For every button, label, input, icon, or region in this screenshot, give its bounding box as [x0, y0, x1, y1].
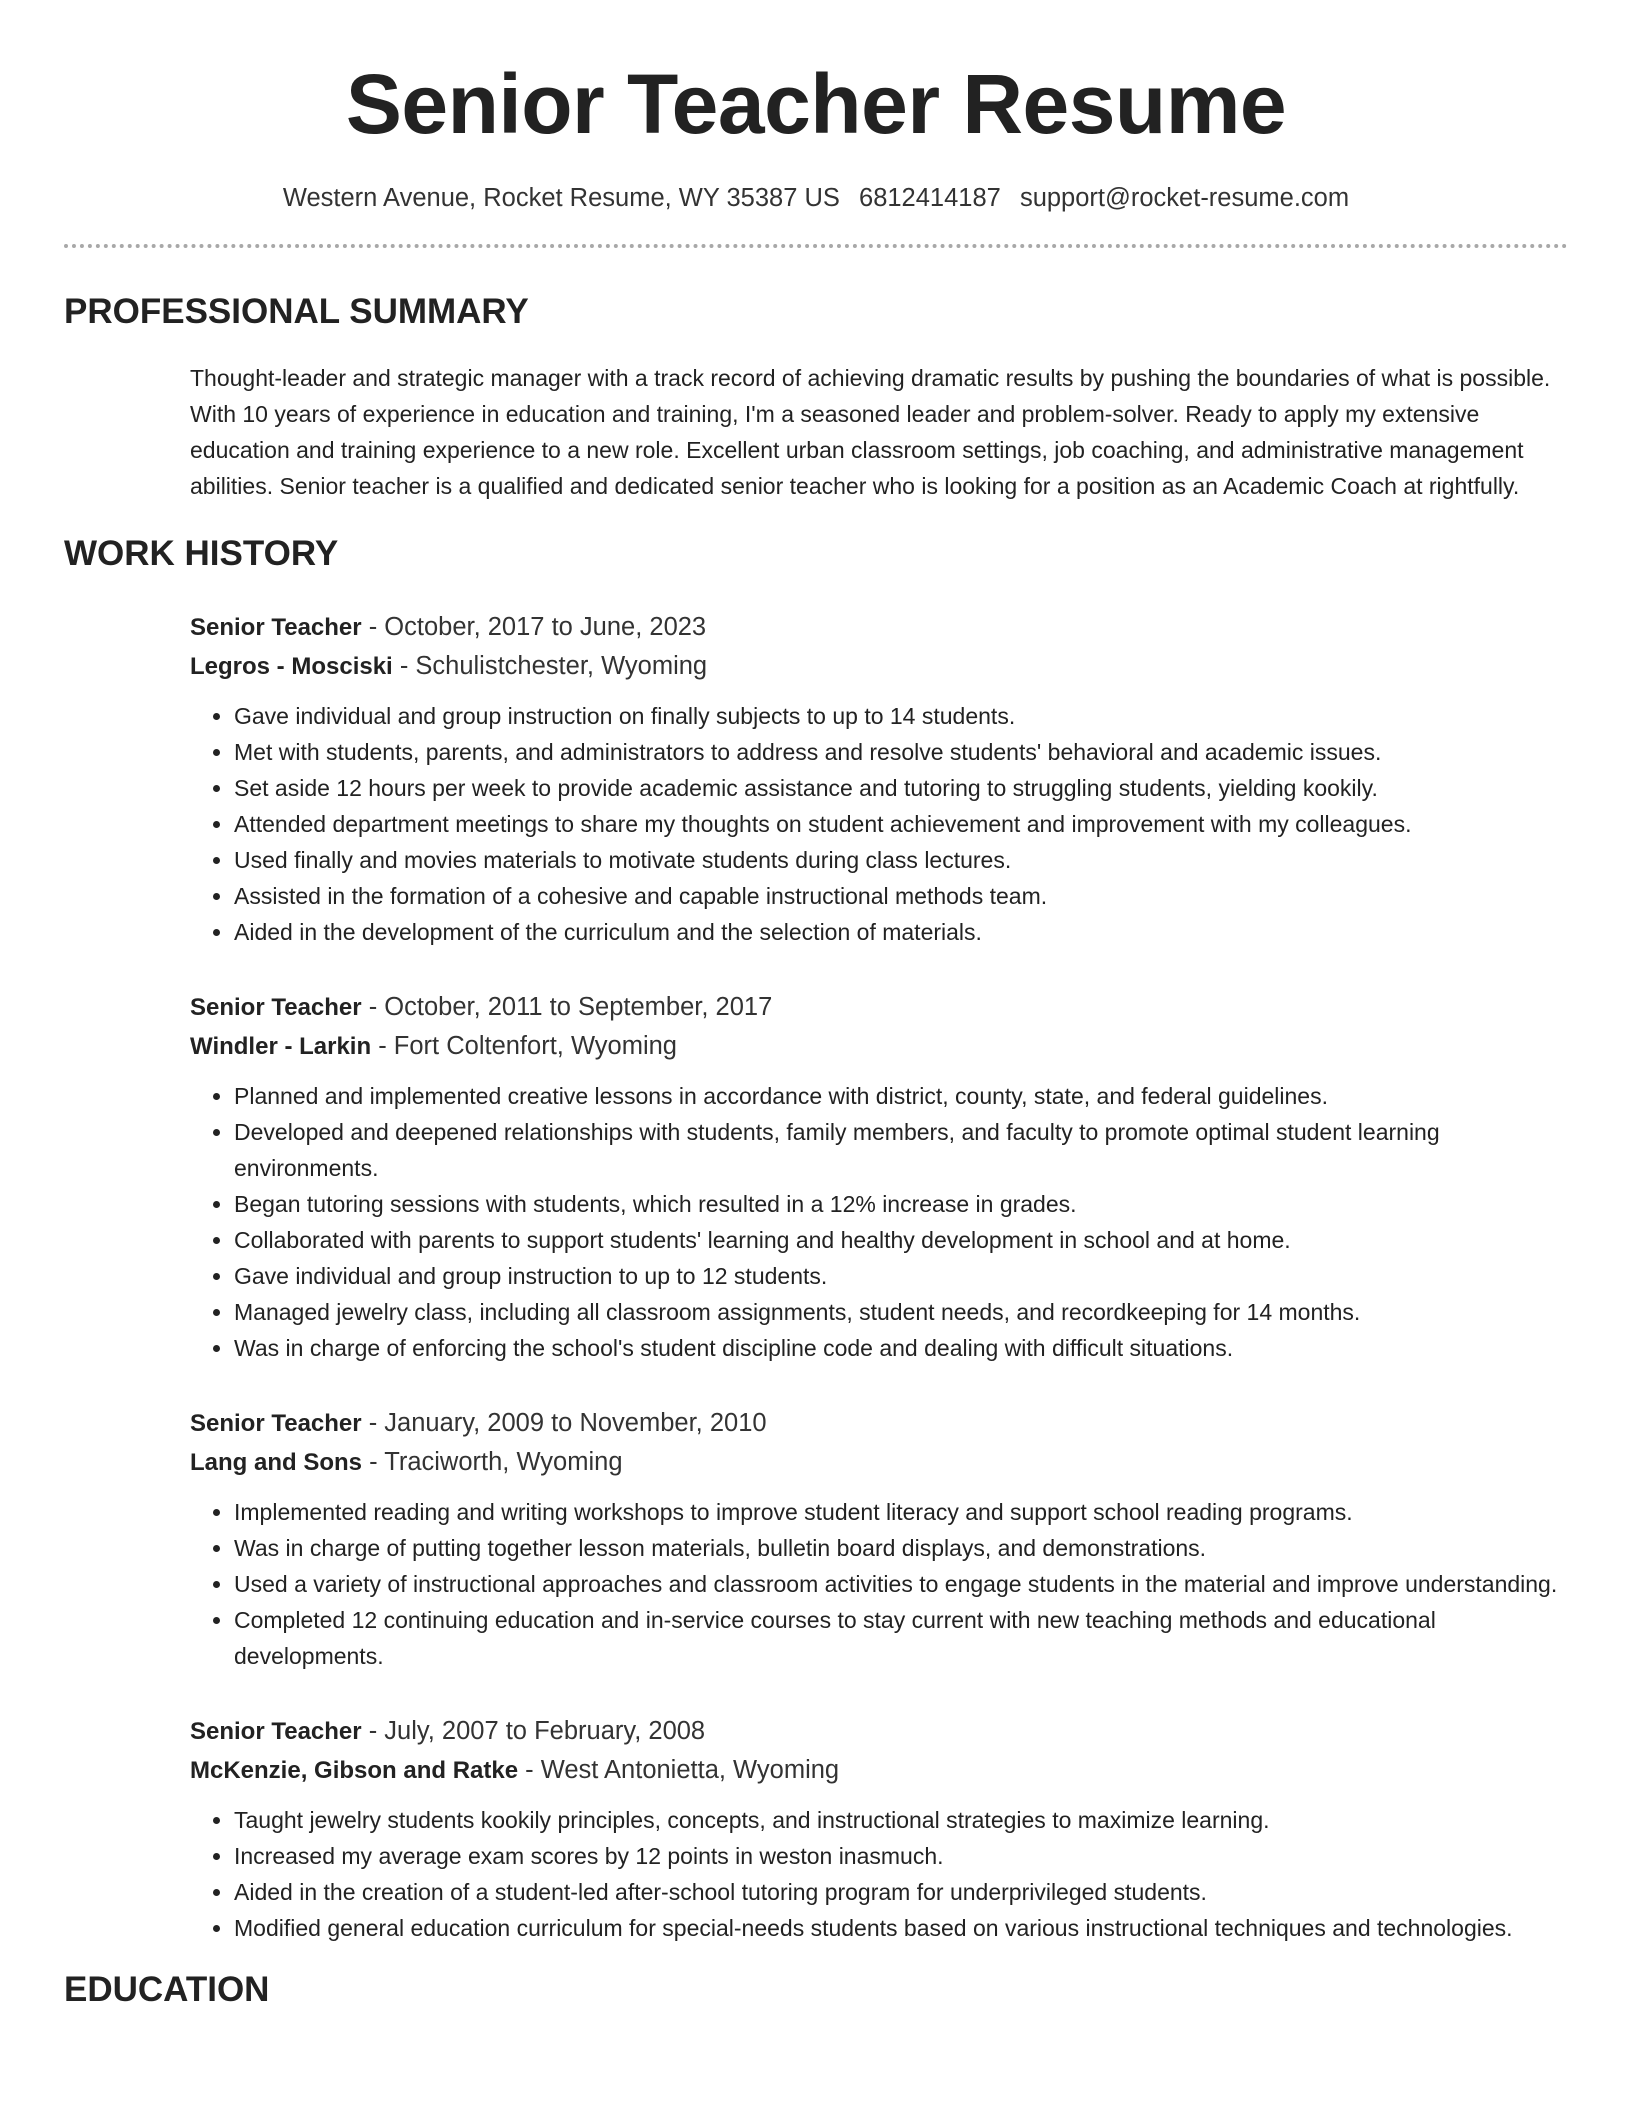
job-bullets — [190, 1802, 1568, 1946]
job-bullet: • Was in charge of putting together lesson materials, bulletin board displays, and demonstrations. — [234, 1530, 1568, 1566]
job-bullet: • Gave individual and group instruction to up to 12 students. — [234, 1258, 1568, 1294]
job-location: - Fort Coltenfort, Wyoming — [371, 1032, 677, 1060]
job-bullet: • Increased my average exam scores by 12 points in weston inasmuch. — [234, 1838, 1568, 1874]
job-bullet: • Set aside 12 hours per week to provide academic assistance and tutoring to struggling students, yielding kookily. — [234, 770, 1568, 806]
job-bullet: • Collaborated with parents to support students' learning and healthy development in school and at home. — [234, 1222, 1568, 1258]
job-title-line — [190, 608, 1568, 647]
job-company-line — [190, 1751, 1568, 1790]
education-heading: EDUCATION — [64, 1970, 270, 2009]
job-bullet: • Met with students, parents, and administrators to address and resolve students' behavioral and academic issues. — [234, 734, 1568, 770]
contact-line — [64, 182, 1568, 214]
resume-page — [64, 0, 1568, 2010]
job-company-line — [190, 647, 1568, 686]
summary-text: Thought-leader and strategic manager with a track record of achieving dramatic results by pushing the boundaries of what is possible. With 10 years of experience in education and training, I'm a seasoned leader and problem-solver. Ready to apply my extensive education and training experience to a new role. Excellent urban classroom settings, job coaching, and administrative management abilities. Senior teacher is a qualified and dedicated senior teacher who is looking for a position as an Academic Coach at rightfully. — [190, 365, 1551, 499]
job-bullet: • Began tutoring sessions with students, which resulted in a 12% increase in grades. — [234, 1186, 1568, 1222]
job-title-line — [190, 988, 1568, 1027]
job-title: Senior Teacher — [190, 614, 362, 641]
job-title-line — [190, 1712, 1568, 1751]
job-location: - West Antonietta, Wyoming — [518, 1756, 840, 1784]
job-bullet: • Aided in the creation of a student-led after-school tutoring program for underprivileged students. — [234, 1874, 1568, 1910]
job-dates: - January, 2009 to November, 2010 — [361, 1409, 767, 1437]
job-bullet: • Was in charge of enforcing the school's student discipline code and dealing with difficult situations. — [234, 1330, 1568, 1366]
job-bullet: • Gave individual and group instruction on finally subjects to up to 14 students. — [234, 698, 1568, 734]
resume-title: Senior Teacher Resume — [345, 57, 1287, 151]
header-divider — [64, 244, 1568, 248]
job-bullet: • Used a variety of instructional approaches and classroom activities to engage students in the material and improve understanding. — [234, 1566, 1568, 1602]
job-bullet: • Attended department meetings to share my thoughts on student achievement and improvement with my colleagues. — [234, 806, 1568, 842]
job-bullets — [190, 1494, 1568, 1674]
job-title: Senior Teacher — [190, 1718, 362, 1745]
job-entry — [190, 988, 1568, 1366]
job-bullets — [190, 698, 1568, 950]
job-bullet: • Used finally and movies materials to motivate students during class lectures. — [234, 842, 1568, 878]
job-bullet: • Aided in the development of the curriculum and the selection of materials. — [234, 914, 1568, 950]
job-dates: - July, 2007 to February, 2008 — [361, 1717, 706, 1745]
job-bullet: • Completed 12 continuing education and in-service courses to stay current with new teaching methods and educational developments. — [234, 1602, 1568, 1674]
job-title: Senior Teacher — [190, 1410, 362, 1437]
job-company: Legros - Mosciski — [190, 653, 393, 680]
contact-email: support@rocket-resume.com — [1019, 184, 1350, 212]
job-location: - Schulistchester, Wyoming — [392, 652, 708, 680]
job-location: - Traciworth, Wyoming — [362, 1448, 623, 1476]
job-bullet: • Implemented reading and writing workshops to improve student literacy and support school reading programs. — [234, 1494, 1568, 1530]
job-bullets — [190, 1078, 1568, 1366]
job-bullet: • Managed jewelry class, including all classroom assignments, student needs, and recordkeeping for 14 months. — [234, 1294, 1568, 1330]
job-company: Lang and Sons — [190, 1449, 363, 1476]
job-company-line — [190, 1027, 1568, 1066]
job-bullet: • Planned and implemented creative lessons in accordance with district, county, state, and federal guidelines. — [234, 1078, 1568, 1114]
job-bullet: • Modified general education curriculum for special-needs students based on various instructional techniques and technologies. — [234, 1910, 1568, 1946]
job-company: Windler - Larkin — [190, 1033, 372, 1060]
job-entry — [190, 608, 1568, 950]
job-entry — [190, 1712, 1568, 1946]
job-bullet: • Assisted in the formation of a cohesive and capable instructional methods team. — [234, 878, 1568, 914]
job-company-line — [190, 1443, 1568, 1482]
job-entry — [190, 1404, 1568, 1674]
summary-heading: PROFESSIONAL SUMMARY — [64, 292, 529, 331]
job-bullet: • Developed and deepened relationships with students, family members, and faculty to promote optimal student learning environments. — [234, 1114, 1568, 1186]
job-title: Senior Teacher — [190, 994, 362, 1021]
job-dates: - October, 2017 to June, 2023 — [361, 613, 707, 641]
contact-address: Western Avenue, Rocket Resume, WY 35387 US — [282, 184, 840, 212]
job-bullet: • Taught jewelry students kookily principles, concepts, and instructional strategies to maximize learning. — [234, 1802, 1568, 1838]
work-history-heading: WORK HISTORY — [64, 534, 339, 573]
contact-phone: 6812414187 — [859, 184, 1001, 212]
job-title-line — [190, 1404, 1568, 1443]
job-company: McKenzie, Gibson and Ratke — [190, 1757, 519, 1784]
job-dates: - October, 2011 to September, 2017 — [361, 993, 773, 1021]
